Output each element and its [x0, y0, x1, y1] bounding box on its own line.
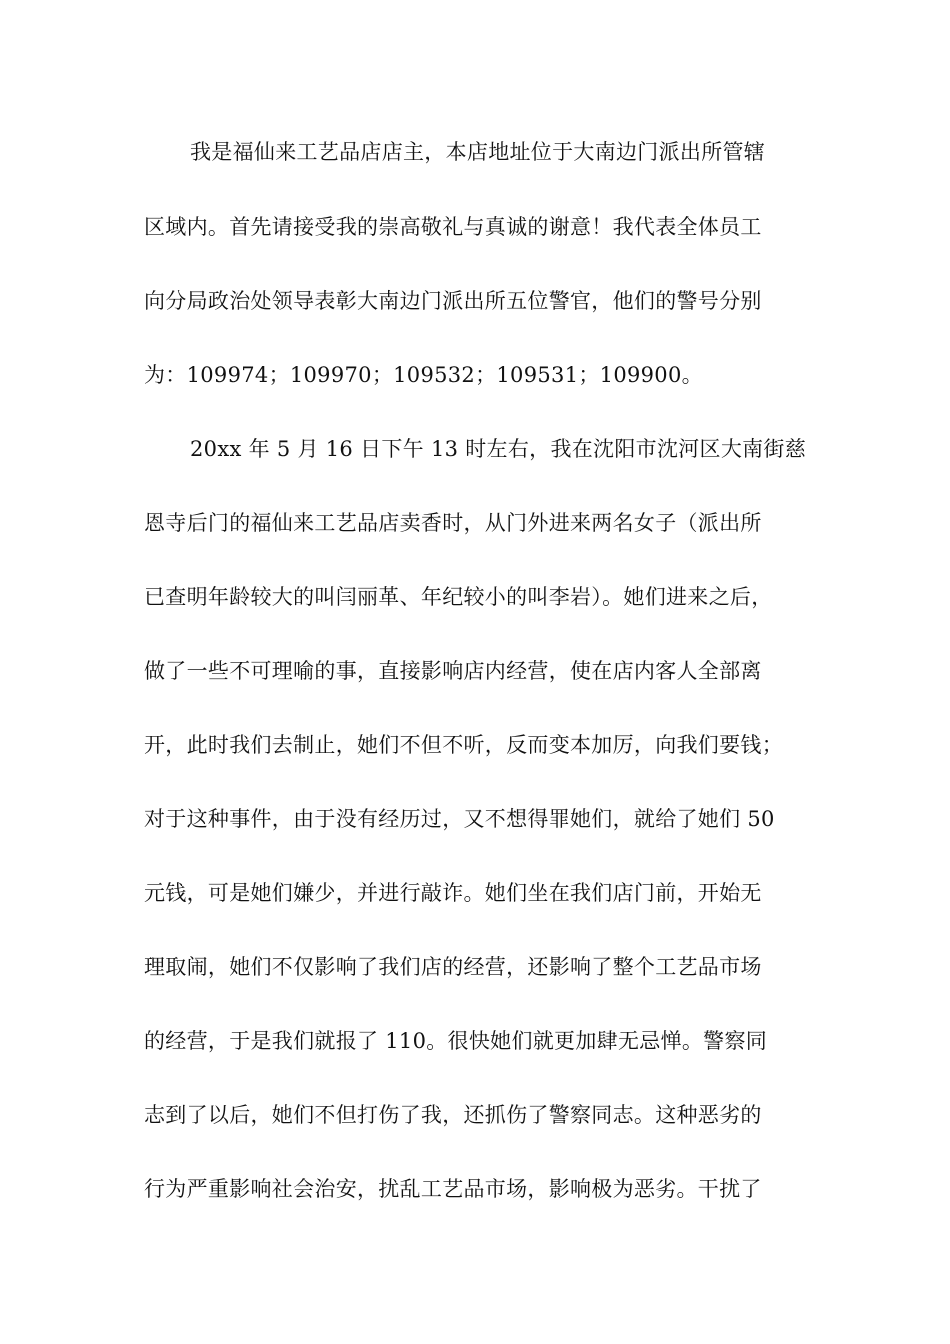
paragraph-2-line-7: 元钱，可是她们嫌少，并进行敲诈。她们坐在我们店门前，开始无: [144, 881, 762, 905]
paragraph-1-line-4: 为：109974；109970；109532；109531；109900。: [144, 363, 703, 387]
paragraph-1-line-2: 区域内。首先请接受我的崇高敬礼与真诚的谢意！我代表全体员工: [144, 215, 762, 239]
paragraph-2-line-9: 的经营，于是我们就报了 110。很快她们就更加肆无忌惮。警察同: [144, 1029, 768, 1053]
paragraph-2-line-3: 已查明年龄较大的叫闫丽革、年纪较小的叫李岩）。她们进来之后，: [144, 585, 773, 609]
paragraph-2-line-5: 开，此时我们去制止，她们不但不听，反而变本加厉，向我们要钱；: [144, 733, 783, 757]
paragraph-2-line-1: 20xx 年 5 月 16 日下午 13 时左右，我在沈阳市沈河区大南街慈: [190, 437, 807, 461]
paragraph-1-line-3: 向分局政治处领导表彰大南边门派出所五位警官，他们的警号分别: [144, 289, 762, 313]
paragraph-1-line-1: 我是福仙来工艺品店店主，本店地址位于大南边门派出所管辖: [190, 140, 766, 164]
paragraph-2-line-10: 志到了以后，她们不但打伤了我，还抓伤了警察同志。这种恶劣的: [144, 1103, 762, 1127]
paragraph-2-line-8: 理取闹，她们不仅影响了我们店的经营，还影响了整个工艺品市场: [144, 955, 762, 979]
paragraph-2-line-6: 对于这种事件，由于没有经历过，又不想得罪她们，就给了她们 50: [144, 807, 775, 831]
paragraph-2-line-4: 做了一些不可理喻的事，直接影响店内经营，使在店内客人全部离: [144, 659, 762, 683]
paragraph-2-line-2: 恩寺后门的福仙来工艺品店卖香时，从门外进来两名女子（派出所: [144, 511, 762, 535]
paragraph-2-line-11: 行为严重影响社会治安，扰乱工艺品市场，影响极为恶劣。干扰了: [144, 1177, 762, 1201]
